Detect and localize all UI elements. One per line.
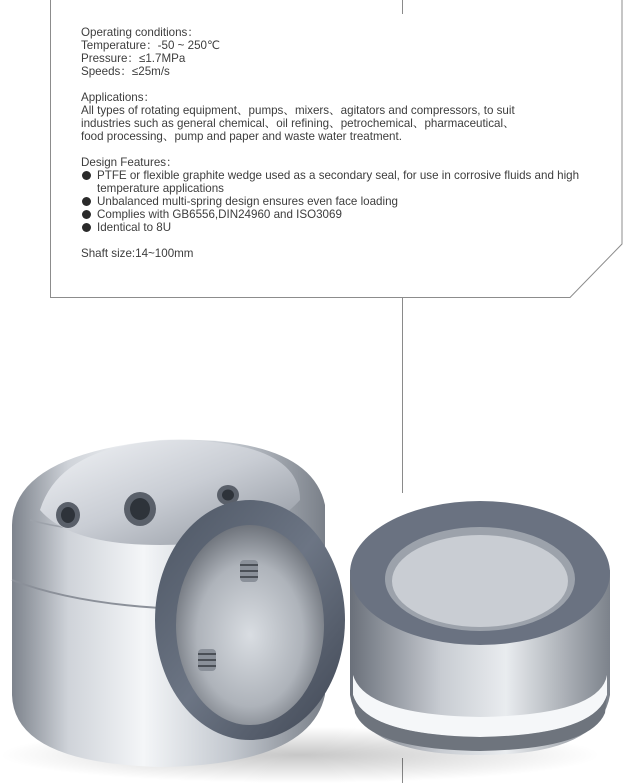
applications-heading: Applications：: [81, 91, 156, 104]
applications-line: All types of rotating equipment、pumps、mixers、agitators and compressors, to suit: [81, 104, 515, 117]
applications-line: industries such as general chemical、oil refining、petrochemical、pharmaceutical、: [81, 117, 515, 130]
specification-card: [50, 0, 628, 300]
bullet-icon: [82, 197, 91, 206]
temperature-line: Temperature：-50 ~ 250℃: [81, 39, 221, 52]
set-screw-icon: [56, 502, 80, 528]
feature-item: [81, 169, 591, 195]
feature-item: [81, 208, 591, 221]
applications-section: [81, 91, 591, 143]
pressure-line: Pressure：≤1.7MPa: [81, 52, 186, 65]
operating-conditions-section: [81, 26, 591, 78]
design-features-section: [81, 156, 591, 234]
feature-item: [81, 221, 591, 234]
design-features-list: [81, 169, 591, 234]
design-features-heading: Design Features：: [81, 156, 178, 169]
applications-line: food processing、pump and paper and waste water treatment.: [81, 130, 402, 143]
spec-content: [81, 26, 591, 260]
set-screw-icon: [124, 492, 156, 526]
spring-icon: [198, 649, 216, 671]
feature-text: Identical to 8U: [97, 221, 172, 234]
bullet-icon: [82, 223, 91, 232]
speeds-line: Speeds：≤25m/s: [81, 65, 170, 78]
operating-conditions-heading: Operating conditions：: [81, 26, 199, 39]
shaft-size: Shaft size:14~100mm: [81, 247, 194, 260]
bullet-icon: [82, 171, 91, 180]
feature-text: PTFE or flexible graphite wedge used as a secondary seal, for use in corrosive fluids and high temperature applications: [97, 169, 580, 195]
seal-body: [12, 440, 345, 767]
mechanical-seal-photo: [0, 395, 628, 783]
feature-item: [81, 195, 591, 208]
spring-icon: [240, 560, 258, 582]
feature-text: Complies with GB6556,DIN24960 and ISO3069: [97, 208, 342, 221]
feature-text: Unbalanced multi-spring design ensures even face loading: [97, 195, 398, 208]
stationary-seat-ring: [350, 501, 610, 755]
bullet-icon: [82, 210, 91, 219]
